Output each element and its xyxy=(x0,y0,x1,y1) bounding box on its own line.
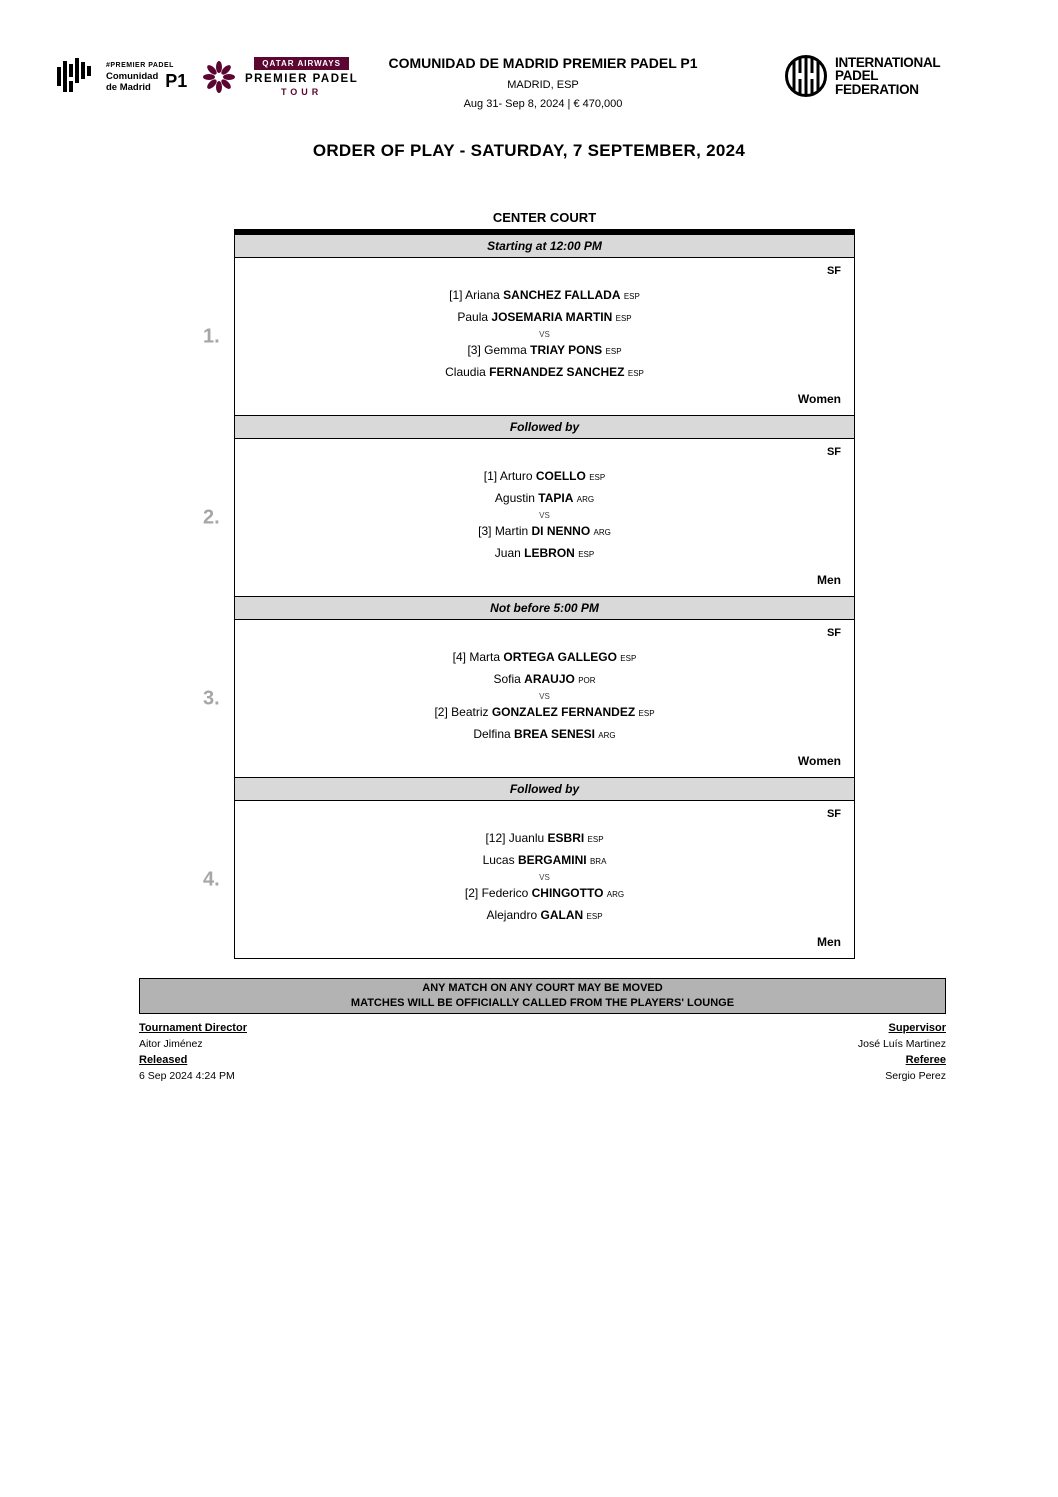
ipf-line-padel: PADEL xyxy=(835,68,879,84)
player-line: [3] Gemma TRIAY PONS ESP xyxy=(467,343,622,357)
player-line: [12] Juanlu ESBRI ESP xyxy=(485,831,604,845)
premier-padel-tagline: #PREMIER PADEL xyxy=(106,61,174,69)
vs-label: VS xyxy=(539,873,550,882)
player-line: [1] Arturo COELLO ESP xyxy=(483,469,606,483)
vs-label: VS xyxy=(539,330,550,339)
international-padel-federation-logo xyxy=(783,53,940,99)
player-line: Delfina BREA SENESI ARG xyxy=(473,727,616,741)
match-1-round: SF xyxy=(826,265,841,277)
player-line: [2] Beatriz GONZALEZ FERNANDEZ ESP xyxy=(434,705,655,719)
ipf-globe-icon xyxy=(783,53,829,99)
player-line: Alejandro GALAN ESP xyxy=(486,908,603,922)
ipf-line-international: INTERNATIONAL xyxy=(835,54,941,70)
notice-line-1: ANY MATCH ON ANY COURT MAY BE MOVED xyxy=(422,982,663,994)
match-4-round: SF xyxy=(826,808,841,820)
match-4 xyxy=(203,801,854,959)
ipf-line-federation: FEDERATION xyxy=(835,81,919,97)
event-location: MADRID, ESP xyxy=(507,79,579,91)
referee-name: Sergio Perez xyxy=(885,1070,946,1082)
slot-header-3: Not before 5:00 PM xyxy=(235,597,854,620)
logo-line-comunidad: Comunidad xyxy=(106,70,159,82)
slot-header-4: Followed by xyxy=(235,778,854,801)
match-1-number: 1. xyxy=(203,325,220,347)
referee-label: Referee xyxy=(905,1054,946,1066)
order-of-play-table xyxy=(203,229,855,959)
tournament-director-label: Tournament Director xyxy=(139,1022,247,1034)
match-2-category: Men xyxy=(817,573,841,587)
vs-label: VS xyxy=(539,511,550,520)
event-title: COMUNIDAD DE MADRID PREMIER PADEL P1 xyxy=(388,55,698,71)
match-3-number: 3. xyxy=(203,687,220,709)
slot-header-1: Starting at 12:00 PM xyxy=(235,235,854,258)
match-4-number: 4. xyxy=(203,868,220,890)
match-3-round: SF xyxy=(826,627,841,639)
player-line: [4] Marta ORTEGA GALLEGO ESP xyxy=(452,650,637,664)
player-line: Sofia ARAUJO POR xyxy=(493,672,596,686)
player-line: Claudia FERNANDEZ SANCHEZ ESP xyxy=(445,365,644,379)
match-1 xyxy=(203,258,854,416)
footer-left xyxy=(139,1020,247,1084)
supervisor-label: Supervisor xyxy=(888,1022,946,1034)
match-2-round: SF xyxy=(826,446,841,458)
player-line: [1] Ariana SANCHEZ FALLADA ESP xyxy=(449,288,640,302)
event-dates-prize: Aug 31- Sep 8, 2024 | € 470,000 xyxy=(463,98,623,110)
supervisor-name: José Luís Martinez xyxy=(857,1038,946,1050)
player-line: [2] Federico CHINGOTTO ARG xyxy=(464,886,625,900)
player-line: Juan LEBRON ESP xyxy=(494,546,595,560)
player-line: Agustin TAPIA ARG xyxy=(494,491,595,505)
tour-label: TOUR xyxy=(280,87,323,97)
slot-header-2: Followed by xyxy=(235,416,854,439)
player-line: [3] Martin DI NENNO ARG xyxy=(478,524,611,538)
court-name: CENTER COURT xyxy=(492,210,597,225)
page-title: ORDER OF PLAY - SATURDAY, 7 SEPTEMBER, 2024 xyxy=(312,141,746,160)
logo-line-de-madrid: de Madrid xyxy=(106,81,151,93)
player-line: Paula JOSEMARIA MARTIN ESP xyxy=(457,310,632,324)
premier-padel-label: PREMIER PADEL xyxy=(245,73,359,85)
match-4-category: Men xyxy=(817,935,841,949)
player-line: Lucas BERGAMINI BRA xyxy=(482,853,607,867)
match-3 xyxy=(203,620,854,778)
released-label: Released xyxy=(139,1054,188,1066)
match-1-category: Women xyxy=(797,392,841,406)
footer-right xyxy=(858,1020,946,1084)
notice-banner xyxy=(139,978,946,1014)
tournament-director-name: Aitor Jiménez xyxy=(139,1038,203,1050)
vs-label: VS xyxy=(539,692,550,701)
match-2-number: 2. xyxy=(203,506,220,528)
qatar-airways-label: QATAR AIRWAYS xyxy=(254,57,349,70)
match-3-category: Women xyxy=(797,754,841,768)
notice-line-2: MATCHES WILL BE OFFICIALLY CALLED FROM THE PLAYERS' LOUNGE xyxy=(350,997,735,1009)
logo-p1-label: P1 xyxy=(165,71,188,91)
released-datetime: 6 Sep 2024 4:24 PM xyxy=(139,1070,235,1082)
match-2 xyxy=(203,439,854,597)
